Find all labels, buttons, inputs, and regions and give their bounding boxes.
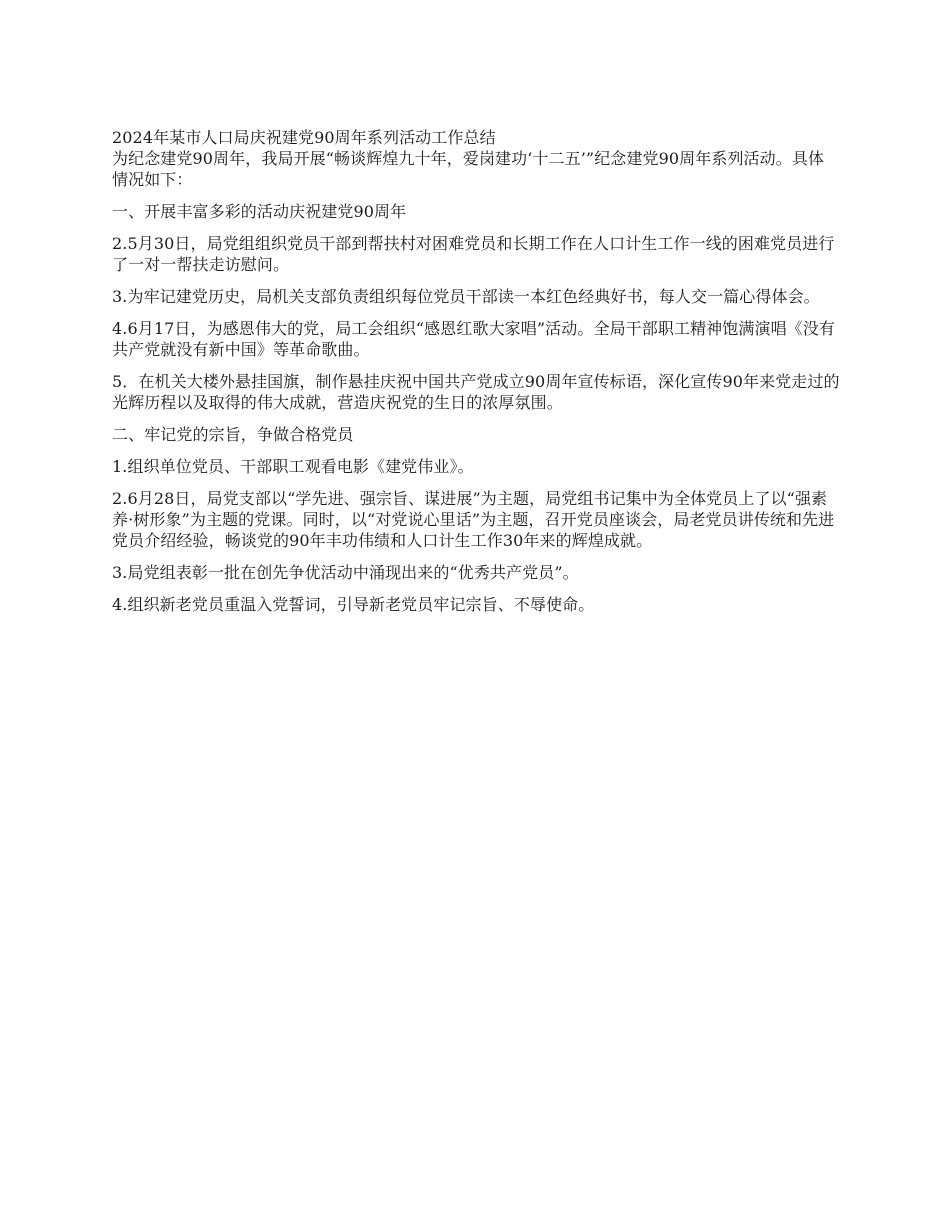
- section-item: 2.6月28日，局党支部以“学先进、强宗旨、谋进展”为主题，局党组书记集中为全体党员上了以“强素养·树形象”为主题的党课。同时，以“对党说心里话”为主题，召开党员座谈会，局老党员讲传统和先进党员介绍经验，畅谈党的90年丰功伟绩和人口计生工作30年来的辉煌成就。: [112, 489, 835, 550]
- section-item: 3.为牢记建党历史，局机关支部负责组织每位党员干部读一本红色经典好书，每人交一篇心得体会。: [112, 287, 820, 306]
- document-page: [112, 127, 840, 626]
- document-title: 2024年某市人口局庆祝建党90周年系列活动工作总结: [112, 128, 496, 147]
- section-item: 2.5月30日，局党组组织党员干部到帮扶村对困难党员和长期工作在人口计生工作一线的困难党员进行了一对一帮扶走访慰问。: [112, 234, 835, 274]
- section-item: 5．在机关大楼外悬挂国旗，制作悬挂庆祝中国共产党成立90周年宣传标语，深化宣传90年来党走过的光辉历程以及取得的伟大成就，营造庆祝党的生日的浓厚氛围。: [112, 372, 840, 412]
- section-heading: 二、牢记党的宗旨，争做合格党员: [112, 425, 354, 444]
- section-item: 4.组织新老党员重温入党誓词，引导新老党员牢记宗旨、不辱使命。: [112, 595, 595, 614]
- section-item: 4.6月17日，为感恩伟大的党，局工会组织“感恩红歌大家唱”活动。全局干部职工精神饱满演唱《没有共产党就没有新中国》等革命歌曲。: [112, 319, 835, 359]
- document-intro: 为纪念建党90周年，我局开展“畅谈辉煌九十年，爱岗建功‘十二五’”纪念建党90周年系列活动。具体情况如下：: [112, 149, 825, 189]
- section-item: 3.局党组表彰一批在创先争优活动中涌现出来的“优秀共产党员”。: [112, 563, 579, 582]
- section-heading: 一、开展丰富多彩的活动庆祝建党90周年: [112, 202, 407, 221]
- section-item: 1.组织单位党员、干部职工观看电影《建党伟业》。: [112, 457, 474, 476]
